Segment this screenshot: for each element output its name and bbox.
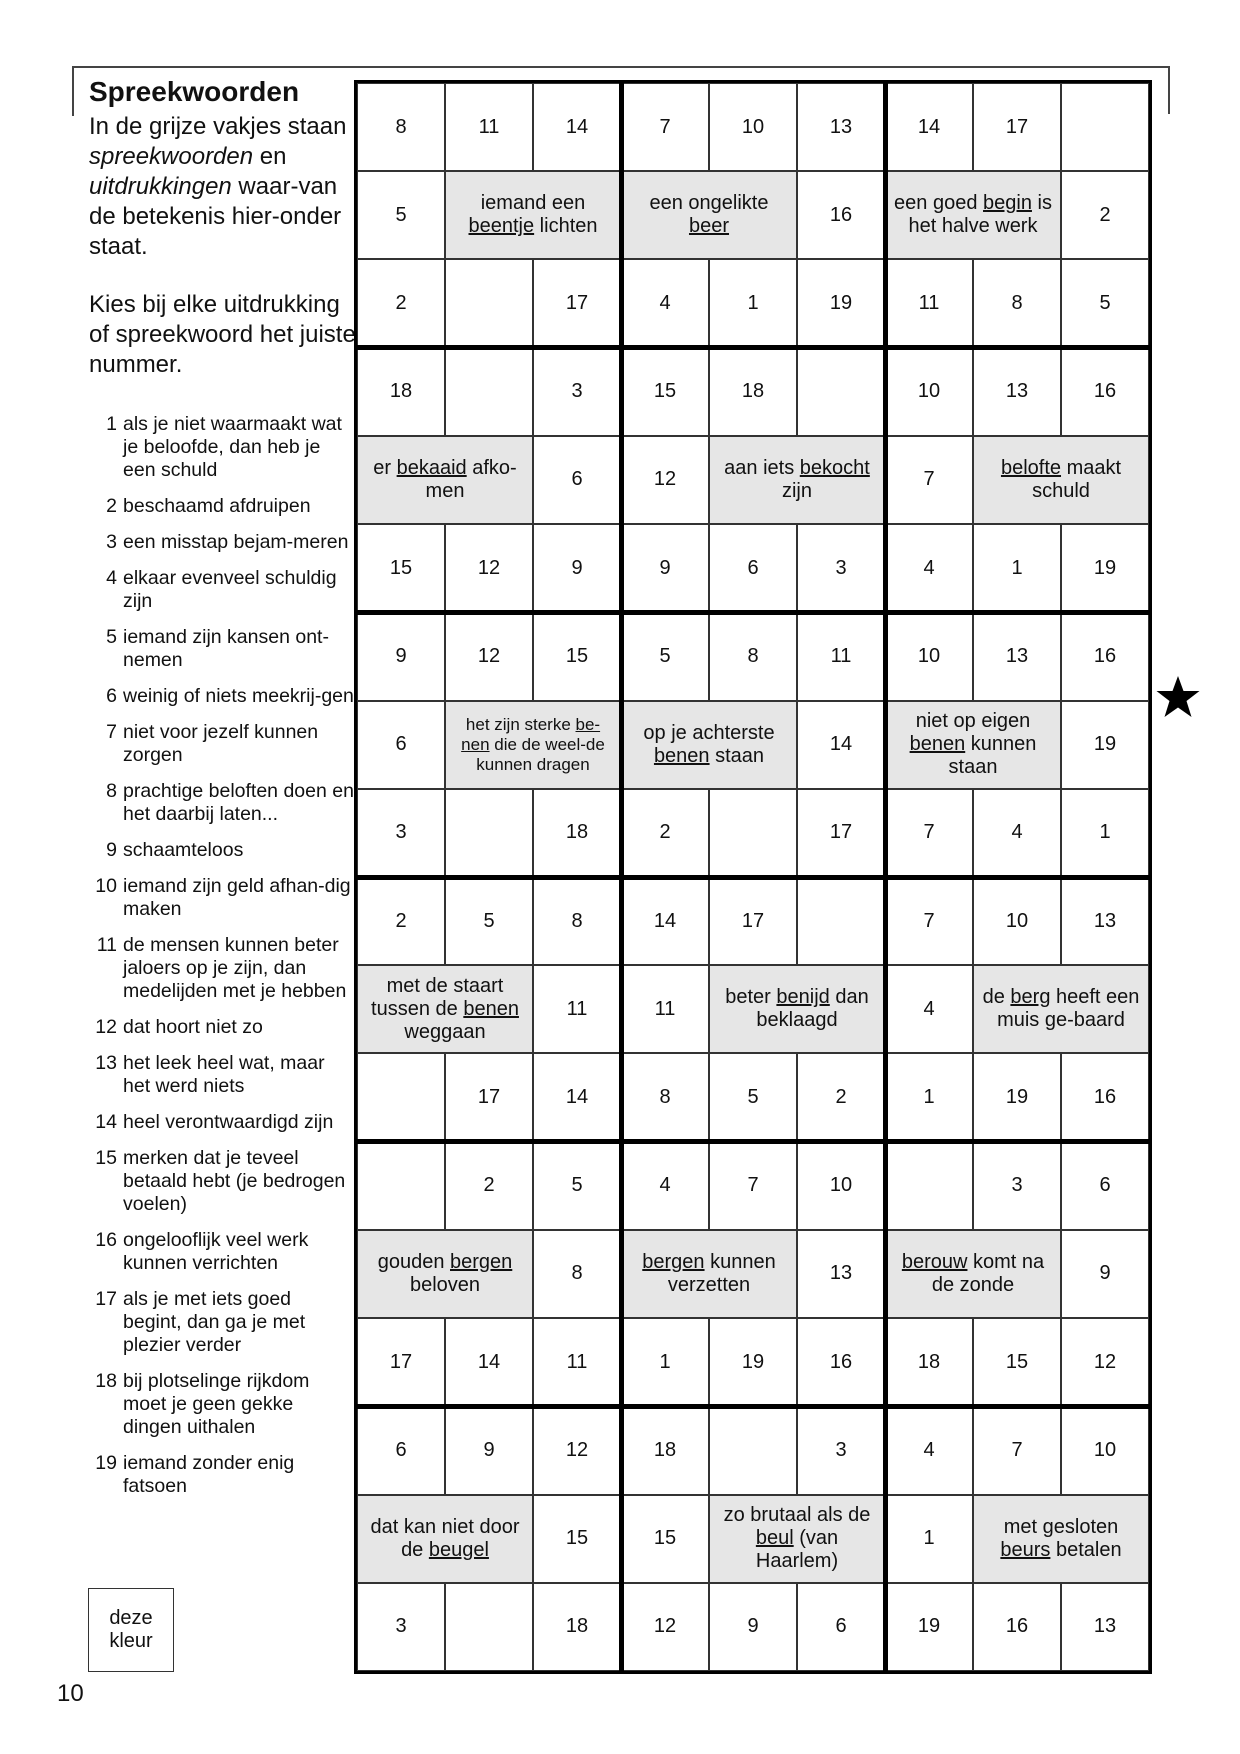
proverb-cell [621,701,797,789]
block-divider-horizontal [357,345,1149,350]
meaning-text: iemand zijn kansen ont-nemen [123,626,329,671]
meaning-text: als je niet waarmaakt wat je beloofde, dan heb je een schuld [123,413,342,481]
number-cell: 2 [621,789,709,877]
meaning-item [86,1370,354,1439]
keyword-underlined: benen [653,744,710,767]
legend-label: deze kleur [109,1607,153,1652]
number-cell: 16 [973,1583,1061,1671]
proverb-cell [357,1230,533,1318]
intro-segment: en [253,143,287,170]
intro-emphasis: spreekwoorden [89,143,254,170]
number-cell: 2 [357,259,445,347]
block-divider-horizontal [357,1404,1149,1409]
meaning-item [86,780,354,826]
meaning-number: 9 [106,839,117,861]
meaning-number: 19 [95,1452,117,1474]
keyword-underlined: bergen [642,1250,705,1273]
meaning-number: 17 [95,1288,117,1310]
proverb-segment: afko-men [425,456,517,502]
proverb-cell [885,701,1061,789]
proverb-cell [621,171,797,259]
number-cell: 6 [797,1583,885,1671]
number-cell: 16 [1061,1053,1149,1141]
number-cell: 12 [1061,1318,1149,1406]
number-cell: 17 [709,877,797,965]
number-cell: 11 [533,965,621,1053]
proverb-cell [709,965,885,1053]
proverb-text [892,192,1054,238]
number-cell: 7 [885,877,973,965]
proverb-segment: komt na de zonde [931,1250,1045,1296]
number-cell: 4 [885,965,973,1053]
number-cell: 15 [533,1495,621,1583]
number-cell: 5 [621,612,709,700]
block-divider-horizontal [357,875,1149,880]
proverb-cell [357,436,533,524]
proverb-text [716,1504,878,1573]
proverb-cell [885,1230,1061,1318]
number-cell: 8 [533,877,621,965]
proverb-cell [709,1495,885,1583]
number-cell: 2 [357,877,445,965]
meanings-list [86,413,354,1511]
number-cell: 14 [797,701,885,789]
keyword-underlined: beugel [428,1538,489,1561]
meaning-text: beschaamd afdruipen [123,495,311,517]
proverb-cell [445,171,621,259]
proverb-segment: het zijn sterke [465,714,576,734]
number-cell: 13 [973,348,1061,436]
number-cell: 13 [797,1230,885,1318]
star-icon [1155,675,1201,721]
block-divider-horizontal [357,610,1149,615]
meaning-number: 7 [106,721,117,743]
keyword-underlined: beul [755,1527,794,1550]
keyword-underlined: beentje [468,215,535,238]
number-cell: 1 [709,259,797,347]
number-cell: 15 [357,524,445,612]
number-cell: 6 [533,436,621,524]
meaning-item [86,626,354,672]
keyword-underlined: berouw [901,1250,968,1273]
meaning-number: 5 [106,626,117,648]
number-cell: 10 [709,83,797,171]
empty-cell[interactable] [709,789,797,877]
number-cell: 19 [709,1318,797,1406]
proverb-segment: dat kan niet door de [370,1515,520,1561]
number-cell: 19 [973,1053,1061,1141]
puzzle-grid [354,80,1152,1674]
meaning-item [86,1052,354,1098]
proverb-text [892,1251,1054,1297]
meaning-number: 8 [106,780,117,802]
keyword-underlined: belofte [1000,456,1062,479]
proverb-text [628,192,790,238]
meaning-text: de mensen kunnen beter jaloers op je zijn, dan medelijden met je hebben [123,934,347,1002]
proverb-segment: kunnen verzetten [667,1250,776,1296]
number-cell: 3 [973,1142,1061,1230]
number-cell: 9 [533,524,621,612]
keyword-underlined: benen [909,733,966,756]
number-cell: 4 [621,259,709,347]
number-cell: 14 [445,1318,533,1406]
number-cell: 11 [797,612,885,700]
number-cell: 12 [621,1583,709,1671]
number-cell: 9 [357,612,445,700]
proverb-segment: er [373,456,397,479]
keyword-underlined: beurs [1000,1538,1051,1561]
meaning-text: een misstap bejam-meren [123,531,349,553]
number-cell: 2 [797,1053,885,1141]
proverb-segment: betalen [1050,1538,1122,1561]
meaning-number: 1 [106,413,117,435]
number-cell: 4 [885,1406,973,1494]
number-cell: 9 [1061,1230,1149,1318]
meaning-number: 16 [95,1229,117,1251]
number-cell: 17 [533,259,621,347]
proverb-text [628,1251,790,1297]
number-cell: 14 [533,83,621,171]
number-cell: 18 [885,1318,973,1406]
number-cell: 5 [709,1053,797,1141]
number-cell: 18 [357,348,445,436]
number-cell: 15 [621,348,709,436]
proverb-segment: beloven [409,1273,481,1296]
proverb-text [716,986,878,1032]
intro-text [89,112,359,262]
number-cell: 1 [621,1318,709,1406]
proverb-text [628,722,790,768]
proverb-text [364,457,526,503]
meaning-number: 10 [95,875,117,897]
proverb-text [892,710,1054,779]
proverb-text [980,1516,1142,1562]
proverb-segment: aan iets [724,456,800,479]
proverb-text [364,1516,526,1562]
proverb-segment: dan beklaagd [756,986,869,1032]
number-cell: 11 [533,1318,621,1406]
meaning-text: het leek heel wat, maar het werd niets [123,1052,325,1097]
number-cell: 17 [445,1053,533,1141]
proverb-cell [621,1230,797,1318]
page-frame-left [72,66,74,116]
keyword-underlined: berg [1010,986,1051,1009]
number-cell: 16 [797,171,885,259]
proverb-cell [973,965,1149,1053]
number-cell: 1 [973,524,1061,612]
number-cell: 8 [973,259,1061,347]
proverb-segment: zo brutaal als de [723,1504,871,1527]
number-cell: 10 [885,348,973,436]
proverb-segment: heeft een muis ge-baard [997,986,1140,1032]
meaning-item [86,413,354,482]
proverb-segment: een goed [894,192,984,215]
number-cell: 3 [797,1406,885,1494]
number-cell: 12 [533,1406,621,1494]
keyword-underlined: benijd [776,986,830,1009]
meaning-number: 6 [106,685,117,707]
number-cell: 10 [973,877,1061,965]
number-cell: 19 [797,259,885,347]
number-cell: 17 [797,789,885,877]
instruction-text: Kies bij elke uitdrukking of spreekwoord het juiste nummer. [89,291,356,378]
meaning-text: schaamteloos [123,839,244,861]
number-cell: 2 [445,1142,533,1230]
proverb-segment: met de staart tussen de [371,974,504,1020]
meaning-item [86,1288,354,1357]
proverb-segment: een ongelikte [649,192,769,215]
meaning-number: 18 [95,1370,117,1392]
proverb-segment: gouden [377,1250,450,1273]
number-cell: 10 [885,612,973,700]
proverb-segment: weggaan [404,1020,486,1043]
number-cell: 18 [709,348,797,436]
page-frame-right [1168,66,1170,114]
number-cell: 4 [973,789,1061,877]
proverb-segment: (van Haarlem) [755,1527,839,1573]
proverb-text [452,715,614,775]
proverb-segment: maakt schuld [1032,456,1122,502]
meaning-text: ongelooflijk veel werk kunnen verrichten [123,1229,309,1274]
keyword-underlined: bekaaid [396,456,467,479]
number-cell: 18 [533,789,621,877]
number-cell: 3 [797,524,885,612]
meaning-item [86,1016,354,1039]
meaning-item [86,531,354,554]
meaning-text: merken dat je teveel betaald hebt (je bedrogen voelen) [123,1147,346,1215]
number-cell: 13 [973,612,1061,700]
empty-cell[interactable] [797,877,885,965]
number-cell: 10 [797,1142,885,1230]
meaning-number: 3 [106,531,117,553]
proverb-segment: de [982,986,1011,1009]
proverb-segment: staan [709,744,765,767]
proverb-text [980,986,1142,1032]
number-cell: 11 [621,965,709,1053]
keyword-underlined: begin [983,192,1032,215]
proverb-text [716,457,878,503]
page-frame-top [72,66,1170,68]
number-cell: 8 [533,1230,621,1318]
number-cell: 10 [1061,1406,1149,1494]
number-cell: 8 [621,1053,709,1141]
number-cell: 16 [1061,348,1149,436]
keyword-underlined: beer [688,215,730,238]
color-legend-box [88,1588,174,1672]
proverb-text [452,192,614,238]
number-cell: 17 [973,83,1061,171]
number-cell: 14 [885,83,973,171]
proverb-segment: lichten [534,215,598,238]
number-cell: 5 [1061,259,1149,347]
intro-emphasis: uitdrukkingen [89,173,232,200]
number-cell: 12 [445,612,533,700]
number-cell: 19 [885,1583,973,1671]
empty-cell[interactable] [445,789,533,877]
number-cell: 16 [1061,612,1149,700]
number-cell: 7 [709,1142,797,1230]
number-cell: 4 [621,1142,709,1230]
keyword-underlined: be-nen [461,714,601,754]
number-cell: 15 [533,612,621,700]
empty-cell[interactable] [709,1406,797,1494]
empty-cell[interactable] [445,348,533,436]
meaning-text: weinig of niets meekrij-gen [123,685,354,707]
proverb-segment: niet op eigen [915,710,1031,733]
proverb-segment: zijn [781,479,812,502]
proverb-cell [709,436,885,524]
meaning-text: elkaar evenveel schuldig zijn [123,567,337,612]
meaning-item [86,721,354,767]
keyword-underlined: bekocht [799,456,870,479]
number-cell: 3 [357,1583,445,1671]
number-cell: 3 [533,348,621,436]
proverb-text [980,457,1142,503]
number-cell: 6 [709,524,797,612]
intro-segment: waar-van de betekenis hier-onder staat. [89,173,342,260]
number-cell: 9 [621,524,709,612]
number-cell: 1 [1061,789,1149,877]
meaning-text: bij plotselinge rijkdom moet je geen gekke dingen uithalen [123,1370,310,1438]
number-cell: 6 [1061,1142,1149,1230]
number-cell: 7 [885,789,973,877]
number-cell: 8 [357,83,445,171]
keyword-underlined: bergen [450,1250,513,1273]
block-divider-horizontal [357,1139,1149,1144]
meaning-item [86,1452,354,1498]
meaning-number: 14 [95,1111,117,1133]
number-cell: 16 [797,1318,885,1406]
page-title: Spreekwoorden [89,76,300,107]
number-cell: 5 [445,877,533,965]
meaning-number: 13 [95,1052,117,1074]
proverb-segment: die de weel-de kunnen dragen [476,734,605,774]
meaning-text: iemand zijn geld afhan-dig maken [123,875,351,920]
meaning-item [86,839,354,862]
number-cell: 5 [357,171,445,259]
proverb-text [364,975,526,1044]
proverb-cell [973,436,1149,524]
proverb-segment: is het halve werk [908,192,1052,238]
number-cell: 3 [357,789,445,877]
meaning-text: prachtige beloften doen en het daarbij laten... [123,780,354,825]
empty-cell[interactable] [357,1053,445,1141]
number-cell: 12 [445,524,533,612]
number-cell: 13 [797,83,885,171]
number-cell: 8 [709,612,797,700]
number-cell: 7 [885,436,973,524]
meaning-item [86,495,354,518]
proverb-segment: kunnen staan [948,733,1037,779]
number-cell: 9 [709,1583,797,1671]
number-cell: 11 [885,259,973,347]
meaning-item [86,1229,354,1275]
proverb-segment: met gesloten [1003,1515,1119,1538]
intro-segment: In de grijze vakjes staan [89,113,347,140]
meaning-item [86,1147,354,1216]
proverb-cell [357,1495,533,1583]
meaning-number: 12 [95,1016,117,1038]
proverb-cell [357,965,533,1053]
proverb-segment: beter [725,986,777,1009]
number-cell: 12 [621,436,709,524]
number-cell: 11 [445,83,533,171]
proverb-segment: iemand een [480,192,586,215]
page-number: 10 [57,1680,84,1707]
meaning-text: niet voor jezelf kunnen zorgen [123,721,319,766]
number-cell: 4 [885,524,973,612]
number-cell: 15 [973,1318,1061,1406]
empty-cell[interactable] [797,348,885,436]
proverb-cell [445,701,621,789]
empty-cell[interactable] [445,1583,533,1671]
number-cell: 2 [1061,171,1149,259]
number-cell: 18 [533,1583,621,1671]
proverb-cell [973,1495,1149,1583]
keyword-underlined: benen [463,997,519,1020]
meaning-text: heel verontwaardigd zijn [123,1111,334,1133]
number-cell: 6 [357,701,445,789]
number-cell: 5 [533,1142,621,1230]
number-cell: 6 [357,1406,445,1494]
meaning-text: als je met iets goed begint, dan ga je met plezier verder [123,1288,306,1356]
meaning-item [86,934,354,1003]
number-cell: 7 [621,83,709,171]
empty-cell[interactable] [445,259,533,347]
number-cell: 19 [1061,701,1149,789]
meaning-item [86,567,354,613]
meaning-number: 11 [96,934,117,956]
number-cell: 13 [1061,1583,1149,1671]
number-cell: 18 [621,1406,709,1494]
proverb-text [364,1251,526,1297]
number-cell: 14 [621,877,709,965]
proverb-cell [885,171,1061,259]
number-cell: 9 [445,1406,533,1494]
empty-cell[interactable] [357,1142,445,1230]
number-cell: 7 [973,1406,1061,1494]
number-cell: 17 [357,1318,445,1406]
empty-cell[interactable] [1061,83,1149,171]
empty-cell[interactable] [885,1142,973,1230]
number-cell: 19 [1061,524,1149,612]
meaning-number: 2 [106,495,117,517]
number-cell: 14 [533,1053,621,1141]
number-cell: 1 [885,1495,973,1583]
meaning-text: iemand zonder enig fatsoen [123,1452,295,1497]
number-cell: 13 [1061,877,1149,965]
number-cell: 1 [885,1053,973,1141]
meaning-item [86,685,354,708]
meaning-item [86,875,354,921]
meaning-number: 15 [95,1147,117,1169]
number-cell: 15 [621,1495,709,1583]
proverb-segment: op je achterste [643,721,775,744]
meaning-text: dat hoort niet zo [123,1016,263,1038]
meaning-item [86,1111,354,1134]
meaning-number: 4 [106,567,117,589]
